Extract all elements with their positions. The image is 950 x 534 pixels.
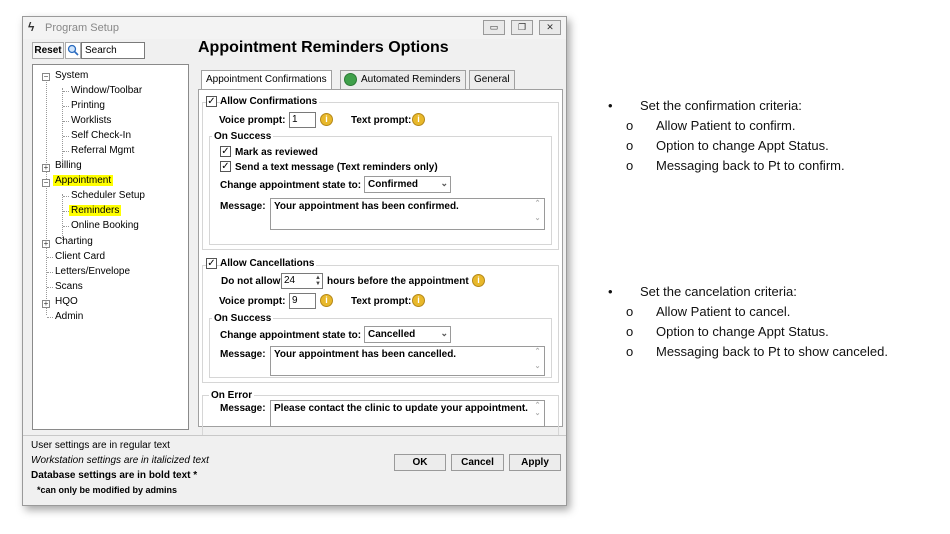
message-text: Please contact the clinic to update your appointment.	[274, 403, 528, 414]
legend-admin-note: *can only be modified by admins	[37, 485, 178, 495]
message-label: Message:	[220, 201, 266, 212]
voice-prompt-input[interactable]: 1	[289, 112, 316, 128]
search-input[interactable]: Search	[81, 42, 145, 59]
program-setup-window	[22, 16, 567, 506]
expand-icon[interactable]: +	[43, 299, 49, 308]
info-icon[interactable]: i	[412, 113, 425, 126]
cancel-button[interactable]: Cancel	[451, 454, 504, 471]
tab-automated-reminders[interactable]	[340, 70, 466, 89]
note-item: Messaging back to Pt to show canceled.	[656, 344, 888, 359]
tree-item-scans[interactable]: Scans	[55, 281, 83, 292]
tree-item-billing[interactable]: Billing	[55, 160, 82, 171]
expand-icon[interactable]: +	[43, 163, 49, 172]
tab-panel	[198, 89, 563, 427]
tree-item-appointment[interactable]: Appointment	[55, 175, 112, 186]
message-label: Message:	[220, 349, 266, 360]
tree-item-window-toolbar[interactable]: Window/Toolbar	[71, 85, 143, 96]
mark-reviewed-label: Mark as reviewed	[235, 147, 318, 158]
scrollbar[interactable]: ⌃ ⌄	[534, 402, 541, 417]
text-prompt-label: Text prompt:	[351, 296, 412, 307]
note-heading: Set the confirmation criteria:	[640, 98, 802, 113]
sub-bullet-icon: o	[626, 138, 634, 153]
maximize-button[interactable]: ❐	[511, 20, 533, 35]
voice-prompt-label: Voice prompt:	[219, 296, 286, 307]
note-heading: Set the cancelation criteria:	[640, 284, 797, 299]
page-title: Appointment Reminders Options	[198, 39, 449, 56]
sub-bullet-icon: o	[626, 304, 634, 319]
close-button[interactable]: ✕	[539, 20, 561, 35]
ok-button[interactable]: OK	[394, 454, 446, 471]
on-error-label: On Error	[211, 390, 253, 401]
change-state-label: Change appointment state to:	[220, 330, 362, 341]
tree-item-hqo[interactable]: HQO	[55, 296, 78, 307]
appointment-state-select[interactable]	[364, 176, 451, 193]
allow-cancellations-checkbox[interactable]: ✓	[207, 258, 216, 269]
note-item: Allow Patient to confirm.	[656, 118, 796, 133]
send-text-checkbox[interactable]: ✓	[221, 161, 230, 172]
expand-icon[interactable]: +	[43, 239, 49, 248]
hours-spinner[interactable]	[281, 273, 323, 289]
settings-tree[interactable]	[32, 64, 189, 430]
voice-prompt-input[interactable]: 9	[289, 293, 316, 309]
tab-appointment-confirmations[interactable]: Appointment Confirmations	[201, 70, 332, 90]
globe-icon	[344, 73, 357, 86]
hours-value: 24	[284, 275, 296, 286]
note-item: Messaging back to Pt to confirm.	[656, 158, 845, 173]
minimize-button[interactable]: ▭	[483, 20, 505, 35]
mark-reviewed-checkbox[interactable]: ✓	[221, 146, 230, 157]
sub-bullet-icon: o	[626, 324, 634, 339]
tree-item-system[interactable]: System	[55, 70, 89, 81]
scrollbar[interactable]: ⌃ ⌄	[534, 200, 541, 222]
tree-item-worklists[interactable]: Worklists	[71, 115, 112, 126]
info-icon[interactable]: i	[472, 274, 485, 287]
sub-bullet-icon: o	[626, 158, 634, 173]
tree-item-client-card[interactable]: Client Card	[55, 251, 106, 262]
text-prompt-label: Text prompt:	[351, 115, 412, 126]
apply-button[interactable]: Apply	[509, 454, 561, 471]
tree-item-letters-envelope[interactable]: Letters/Envelope	[55, 266, 131, 277]
hours-suffix-label: hours before the appointment	[327, 276, 469, 287]
legend-workstation: Workstation settings are in italicized text	[31, 455, 209, 466]
bullet-icon: •	[608, 98, 613, 113]
sub-bullet-icon: o	[626, 118, 634, 133]
reset-button[interactable]: Reset	[32, 42, 64, 59]
window-title: Program Setup	[45, 22, 119, 34]
allow-confirmations-checkbox[interactable]: ✓	[207, 96, 216, 107]
message-label: Message:	[220, 403, 266, 414]
error-message-textarea[interactable]	[270, 400, 545, 427]
note-item: Option to change Appt Status.	[656, 138, 829, 153]
info-icon[interactable]: i	[412, 294, 425, 307]
confirmation-message-textarea[interactable]	[270, 198, 545, 230]
send-text-label: Send a text message (Text reminders only)	[235, 162, 438, 173]
spinner-arrows-icon[interactable]: ▲ ▼	[315, 275, 321, 287]
tree-item-reminders[interactable]: Reminders	[71, 205, 120, 216]
sub-bullet-icon: o	[626, 344, 634, 359]
title-bar[interactable]	[23, 17, 566, 39]
tree-item-admin[interactable]: Admin	[55, 311, 84, 322]
footer-divider	[23, 435, 566, 436]
tree-item-charting[interactable]: Charting	[55, 236, 93, 247]
change-state-label: Change appointment state to:	[220, 180, 362, 191]
voice-prompt-label: Voice prompt:	[219, 115, 286, 126]
note-item: Allow Patient to cancel.	[656, 304, 791, 319]
cancellation-message-textarea[interactable]	[270, 346, 545, 376]
chevron-down-icon: ⌄	[440, 328, 448, 338]
search-icon[interactable]	[65, 42, 81, 59]
info-icon[interactable]: i	[320, 113, 333, 126]
collapse-icon[interactable]: −	[43, 72, 49, 81]
appointment-state-select[interactable]	[364, 326, 451, 343]
message-text: Your appointment has been confirmed.	[274, 201, 459, 212]
collapse-icon[interactable]: −	[43, 178, 49, 187]
tree-item-referral-mgmt[interactable]: Referral Mgmt	[71, 145, 135, 156]
legend-user: User settings are in regular text	[31, 440, 170, 451]
allow-confirmations-label: Allow Confirmations	[220, 96, 318, 107]
info-icon[interactable]: i	[320, 294, 333, 307]
tree-item-scheduler-setup[interactable]: Scheduler Setup	[71, 190, 145, 201]
app-icon: ϟ	[28, 20, 35, 34]
on-success-label: On Success	[214, 131, 272, 142]
tree-item-online-booking[interactable]: Online Booking	[71, 220, 139, 231]
tree-item-printing[interactable]: Printing	[71, 100, 105, 111]
note-item: Option to change Appt Status.	[656, 324, 829, 339]
tree-item-self-check-in[interactable]: Self Check-In	[71, 130, 132, 141]
on-success-label: On Success	[214, 313, 272, 324]
select-value: Cancelled	[368, 329, 416, 340]
do-not-allow-label: Do not allow	[221, 276, 281, 287]
message-text: Your appointment has been cancelled.	[274, 349, 457, 360]
tab-label: Automated Reminders	[361, 74, 461, 85]
select-value: Confirmed	[368, 179, 418, 190]
allow-cancellations-label: Allow Cancellations	[220, 258, 315, 269]
scrollbar[interactable]: ⌃ ⌄	[534, 348, 541, 370]
bullet-icon: •	[608, 284, 613, 299]
chevron-down-icon: ⌄	[440, 178, 448, 188]
legend-database: Database settings are in bold text *	[31, 470, 198, 481]
tab-general[interactable]: General	[469, 70, 515, 89]
